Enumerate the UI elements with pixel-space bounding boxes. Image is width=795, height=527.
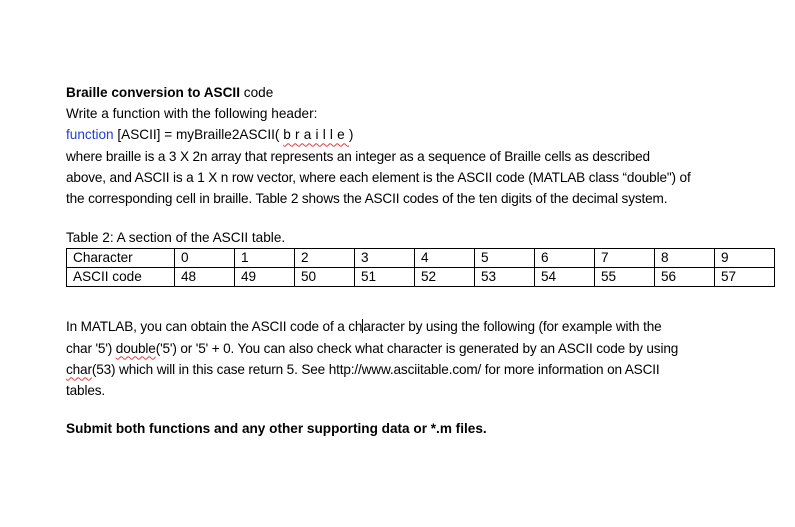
- char-function-name: char: [66, 361, 92, 377]
- table-cell: 6: [535, 249, 595, 268]
- note-text: ('5') or '5' + 0. You can also check what character is generated by an ASCII code by using: [155, 340, 679, 356]
- table-cell: 4: [415, 249, 475, 268]
- note-text: char '5'): [66, 340, 116, 356]
- table-row-label: Character: [67, 249, 175, 268]
- table-cell: 0: [175, 249, 235, 268]
- heading-bold: Braille conversion to ASCII: [66, 85, 240, 100]
- table-cell: 1: [235, 249, 295, 268]
- matlab-note-line-4: tables.: [66, 382, 106, 398]
- arg-open-paren: (: [274, 127, 280, 143]
- table-cell: 3: [355, 249, 415, 268]
- note-text: In MATLAB, you can obtain the ASCII code of a ch: [66, 319, 363, 335]
- description-line-2: above, and ASCII is a 1 X n row vector, where each element is the ASCII code (MATLAB class “double") of: [66, 169, 691, 185]
- note-text: aracter by using the following (for example with the: [363, 319, 662, 335]
- document-page: [66, 82, 778, 439]
- table-cell: 49: [235, 268, 295, 287]
- table-row: [67, 249, 775, 268]
- intro-line: Write a function with the following header:: [66, 106, 318, 122]
- arg-close-paren: ): [348, 127, 354, 143]
- table-cell: 2: [295, 249, 355, 268]
- table-cell: 54: [535, 268, 595, 287]
- table-cell: 51: [355, 268, 415, 287]
- matlab-note-line-2: [66, 338, 778, 359]
- table-cell: 55: [595, 268, 655, 287]
- table-cell: 56: [655, 268, 715, 287]
- submit-instruction: Submit both functions and any other supporting data or *.m files.: [66, 421, 487, 437]
- table-cell: 5: [475, 249, 535, 268]
- table-cell: 57: [715, 268, 775, 287]
- function-header-line: [66, 124, 778, 145]
- section-heading: [66, 82, 778, 103]
- ascii-table: [66, 248, 775, 287]
- table-cell: 8: [655, 249, 715, 268]
- table-row: [67, 268, 775, 287]
- table-cell: 7: [595, 249, 655, 268]
- description-line-3: the corresponding cell in braille. Table 2 shows the ASCII codes of the ten digits of the decimal system.: [66, 190, 668, 206]
- double-function-name: double: [115, 340, 156, 356]
- table-caption: Table 2: A section of the ASCII table.: [66, 230, 286, 246]
- braille-argument: braille: [283, 127, 349, 143]
- description-line-1: where braille is a 3 X 2n array that represents an integer as a sequence of Braille cells as described: [66, 148, 650, 164]
- table-cell: 50: [295, 268, 355, 287]
- table-row-label: ASCII code: [67, 268, 175, 287]
- table-cell: 48: [175, 268, 235, 287]
- function-signature: [ASCII] = myBraille2ASCII: [113, 127, 275, 143]
- table-cell: 9: [715, 249, 775, 268]
- note-text: (53) which will in this case return 5. See http://www.asciitable.com/ for more information on ASCII: [91, 361, 660, 377]
- matlab-note-line-3: [66, 359, 778, 380]
- table-cell: 52: [415, 268, 475, 287]
- function-keyword: function: [66, 127, 114, 143]
- matlab-note-line-1: [66, 316, 778, 337]
- table-cell: 53: [475, 268, 535, 287]
- heading-rest: code: [240, 85, 274, 100]
